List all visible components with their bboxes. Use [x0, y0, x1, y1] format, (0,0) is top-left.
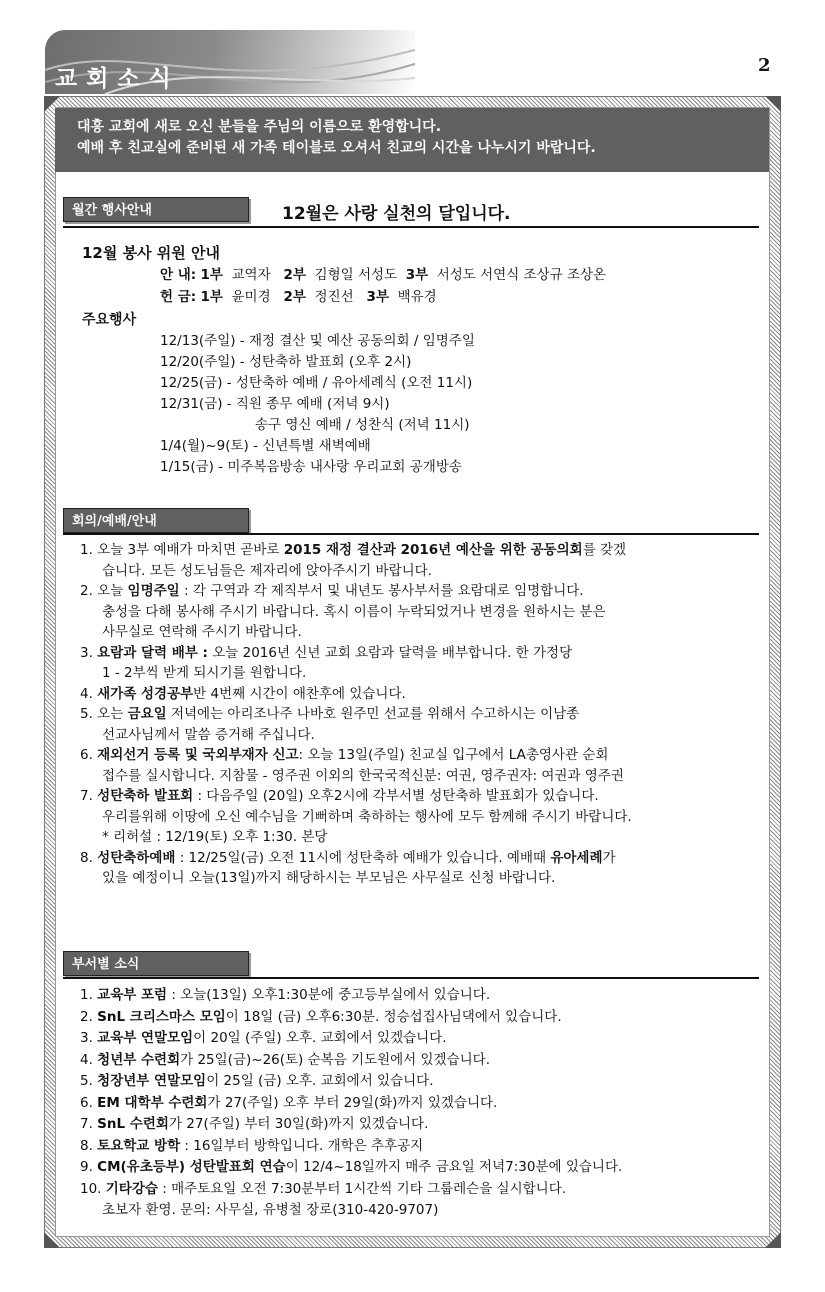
offering-row: 헌 금: 1부 윤미경 2부 정진선 3부 백유경	[160, 289, 437, 305]
list-item: 3. 요람과 달력 배부 : 오늘 2016년 신년 교회 요람과 달력을 배부합니다. 한 가정당	[80, 644, 573, 661]
list-item: 4. 청년부 수련회가 25일(금)~26(토) 순복음 기도원에서 있겠습니다.	[80, 1051, 491, 1068]
welcome-line: 대흥 교회에 새로 오신 분들을 주님의 이름으로 환영합니다.	[77, 119, 442, 135]
event-item: 12/31(금) - 직원 종무 예배 (저녁 9시)	[160, 396, 390, 412]
list-item: 1. 오늘 3부 예배가 마치면 곧바로 2015 재정 결산과 2016년 예산을 위한 공동의회를 갖겠	[80, 542, 627, 558]
list-item: 6. 재외선거 등록 및 국외부재자 신고: 오늘 13일(주일) 친교실 입구에서 LA총영사관 순회	[80, 747, 609, 763]
page-title: 교회소식	[55, 66, 180, 92]
month-theme: 12월은 사랑 실천의 달입니다.	[282, 204, 511, 224]
event-item: 1/4(월)~9(토) - 신년특별 새벽예배	[160, 438, 371, 454]
list-item: 2. SnL 크리스마스 모임이 18일 (금) 오후6:30분. 정승섭집사님댁에서 있습니다.	[80, 1008, 562, 1025]
list-item-cont: 접수를 실시합니다. 지참물 - 영주권 이외의 한국국적신분: 여권, 영주권자: 여권과 영주권	[102, 767, 624, 784]
event-item: 12/20(주일) - 성탄축하 발표회 (오후 2시)	[160, 354, 412, 370]
list-item: 9. CM(유초등부) 성탄발표회 연습이 12/4~18일까지 매주 금요일 저녁7:30분에 있습니다.	[80, 1159, 623, 1175]
list-item: 10. 기타강습 : 매주토요일 오전 7:30분부터 1시간씩 기타 그룹레슨을 실시합니다.	[80, 1180, 567, 1197]
event-item: 송구 영신 예배 / 성찬식 (저녁 11시)	[255, 417, 470, 433]
list-item: 4. 새가족 성경공부반 4번째 시간이 애찬후에 있습니다.	[80, 685, 406, 702]
section-label-monthly: 월간 행사안내	[63, 197, 249, 222]
usher-row: 안 내: 1부 교역자 2부 김형일 서성도 3부 서성도 서연식 조상규 조상온	[160, 267, 607, 283]
list-item: 6. EM 대학부 수련회가 27(주일) 오후 부터 29일(화)까지 있겠습니다.	[80, 1094, 498, 1111]
list-item: 5. 청장년부 연말모임이 25일 (금) 오후. 교회에서 있습니다.	[80, 1073, 434, 1089]
list-item: 3. 교육부 연말모임이 20일 (주일) 오후. 교회에서 있겠습니다.	[80, 1030, 447, 1046]
welcome-line: 예배 후 친교실에 준비된 새 가족 테이블로 오셔서 친교의 시간을 나누시기 바랍니다.	[77, 140, 596, 156]
list-item: 2. 오늘 임명주일 : 각 구역과 각 제직부서 및 내년도 봉사부서를 요람대로 임명합니다.	[80, 583, 584, 599]
page-number: 2	[758, 55, 771, 76]
list-item-cont: 있을 예정이니 오늘(13일)까지 해당하시는 부모님은 사무실로 신청 바랍니다.	[102, 870, 556, 886]
list-item: 7. SnL 수련회가 27(주일) 부터 30일(화)까지 있겠습니다.	[80, 1116, 429, 1132]
list-item: 7. 성탄축하 발표회 : 다음주일 (20일) 오후2시에 각부서별 성탄축하 발표회가 있습니다.	[80, 788, 599, 804]
events-title: 주요행사	[82, 312, 137, 328]
corner-ornament	[765, 1232, 781, 1248]
dept-list	[80, 985, 622, 1222]
list-item-cont: * 리허설 : 12/19(토) 오후 1:30. 본당	[102, 829, 328, 845]
list-item-cont: 사무실로 연락해 주시기 바랍니다.	[102, 624, 302, 640]
welcome-box	[55, 108, 769, 172]
volunteer-title: 12월 봉사 위원 안내	[82, 244, 220, 262]
list-item-cont: 선교사님께서 말씀 증거해 주십니다.	[102, 726, 315, 743]
corner-ornament	[44, 1232, 60, 1248]
meeting-list	[80, 540, 632, 889]
divider	[63, 977, 759, 979]
section-label-meeting: 회의/예배/안내	[63, 508, 249, 533]
list-item-cont: 우리를위해 이땅에 오신 예수님을 기뻐하며 축하하는 행사에 모두 함께해 주시기 바랍니다.	[102, 808, 632, 825]
list-item: 8. 토요학교 방학 : 16일부터 방학입니다. 개학은 추후공지	[80, 1137, 424, 1154]
list-item: 5. 오는 금요일 저녁에는 아리조나주 나바호 원주민 선교를 위해서 수고하시는 이남종	[80, 706, 580, 722]
list-item: 1. 교육부 포럼 : 오늘(13일) 오후1:30분에 중고등부실에서 있습니다.	[80, 987, 491, 1003]
section-label-dept: 부서별 소식	[63, 951, 249, 976]
event-item: 12/25(금) - 성탄축하 예배 / 유아세례식 (오전 11시)	[160, 375, 473, 391]
list-item-cont: 1 - 2부씩 받게 되시기를 원합니다.	[102, 665, 307, 681]
list-item-cont: 충성을 다해 봉사해 주시기 바랍니다. 혹시 이름이 누락되었거나 변경을 원하시는 분은	[102, 603, 606, 620]
event-item: 12/13(주일) - 재정 결산 및 예산 공동의회 / 임명주일	[160, 333, 475, 349]
divider	[63, 533, 759, 535]
event-item: 1/15(금) - 미주복음방송 내사랑 우리교회 공개방송	[160, 459, 462, 475]
divider	[63, 226, 759, 228]
list-item-cont: 초보자 환영. 문의: 사무실, 유병철 장로(310-420-9707)	[102, 1202, 439, 1218]
list-item: 8. 성탄축하예배 : 12/25일(금) 오전 11시에 성탄축하 예배가 있습니다. 예배때 유아세례가	[80, 849, 616, 866]
list-item-cont: 습니다. 모든 성도님들은 제자리에 앉아주시기 바랍니다.	[102, 562, 432, 579]
